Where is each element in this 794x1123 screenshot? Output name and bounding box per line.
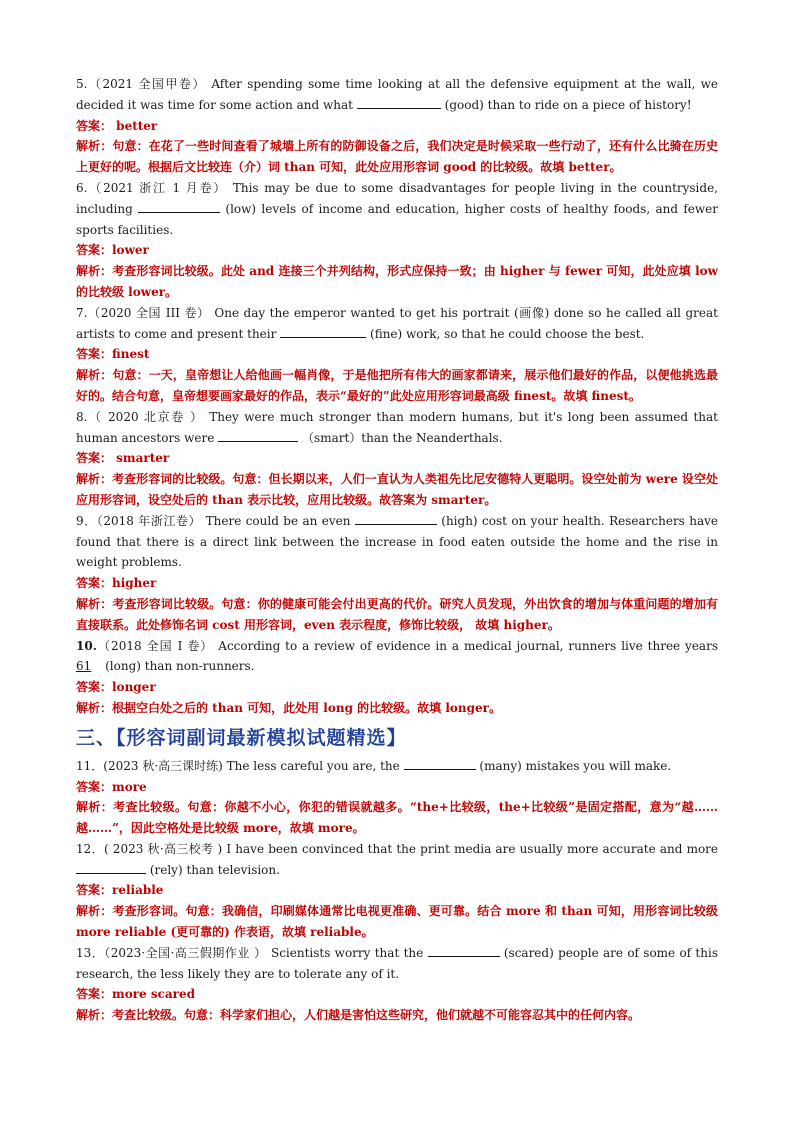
question-number: 6. [76,180,88,195]
question-text: (fine) work, so that he could choose the best. [370,326,645,341]
explanation-8: 解析：考查形容词的比较级。句意：但长期以来，人们一直认为人类祖先比尼安德特人更聪明。设空处前为 were 设空处应用形容词，设空处后的 than 表示比较，应用比较级。故答案为 smarter。 [76,472,718,507]
explanation-7: 解析：句意：一天，皇帝想让人给他画一幅肖像，于是他把所有伟大的画家都请来，展示他们最好的作品，以便他挑选最好的。结合句意，皇帝想要画家最好的作品，表示“最好的”此处应用形容词最高级 finest。故填 finest。 [76,368,718,403]
question-10 [76,636,718,678]
question-number: 11． [76,758,104,773]
question-number: 9． [76,513,97,528]
answer-blank [428,944,500,957]
question-source: （2023·全国·高三假期作业 ） [104,945,267,960]
answer-6: 答案：lower [76,243,149,258]
explanation-5: 解析：句意：在花了一些时间查看了城墙上所有的防御设备之后，我们决定是时候采取一些行动了，还有什么比骑在历史上更好的呢。根据后文比较连（介）词 than 可知，此处应用形容词 good 的比较级。故填 better。 [76,139,718,175]
question-text: The less careful you are, the [226,758,400,773]
section-heading: 三、【形容词副词最新模拟试题精选】 [76,726,407,749]
answer-blank [280,325,366,338]
question-text: (scared) people are of some of this research, the less likely they are to tolerate any of it. [76,945,718,981]
explanation-11: 解析：考查比较级。句意：你越不小心，你犯的错误就越多。“the+比较级，the+比较级”是固定搭配，意为“越……越……”，因此空格处是比较级 more，故填 more。 [76,800,719,836]
question-text: (long) than non-runners. [105,659,255,674]
question-text: (many) mistakes you will make. [479,758,672,773]
answer-10: 答案：longer [76,680,156,695]
question-text: After spending some time looking at all the defensive equipment at the wall, we decided it was time for some action and what [76,77,718,112]
question-text: I have been convinced that the print media are usually more accurate and more [226,841,719,856]
document-page [76,74,718,1026]
explanation-12: 解析：考查形容词。句意：我确信，印刷媒体通常比电视更准确、更可靠。结合 more 和 than 可知，用形容词比较级 more reliable (更可靠的) 作表语，故填 reliable。 [76,904,718,940]
answer-7: 答案：finest [76,347,150,362]
question-text: According to a review of evidence in a medical journal, runners live three years [218,638,718,653]
question-source: （2021 全国甲卷） [87,77,206,91]
question-8 [76,407,718,449]
answer-13: 答案：more scared [76,987,196,1002]
question-text: They were much stronger than modern humans, but it's long been assumed that human ancestors were [76,409,718,445]
answer-blank [355,512,437,525]
answer-blank [357,96,441,109]
question-11 [76,756,718,777]
question-12 [76,839,718,881]
question-13 [76,943,718,985]
question-text: One day the emperor wanted to get his portrait (画像) done so he called all great artists to come and present their [76,305,718,341]
explanation-9: 解析：考查形容词比较级。句意：你的健康可能会付出更高的代价。研究人员发现，外出饮食的增加与体重问题的增加有直接联系。此处修饰名词 cost 用形容词，even 表示程度，修饰比较级， 故填 higher。 [76,596,718,632]
question-text: This may be due to some disadvantages for people living in the countryside, including [76,180,718,216]
question-source: （2021 浙江 1 月卷） [87,180,228,195]
question-text: Scientists worry that the [270,945,424,960]
question-number: 13． [76,945,105,960]
question-source: （ 2020 北京卷 ） [87,409,204,424]
answer-blank [404,757,476,770]
question-text: (low) levels of income and education, higher costs of healthy foods, and fewer sports facilities. [76,201,718,237]
question-text: (good) than to ride on a piece of history! [444,97,692,112]
answer-5: 答案： better [76,118,158,133]
question-text: There could be an even [205,513,351,528]
question-number: 12． [76,841,104,856]
question-6 [76,178,718,240]
question-source: (2023 秋·高三课时练) [103,758,223,773]
question-number: 10. [76,638,97,653]
question-number: 5. [76,77,88,91]
question-5 [76,74,718,116]
answer-8: 答案： smarter [76,451,170,466]
explanation-13: 解析：考查比较级。句意：科学家们担心，人们越是害怕这些研究，他们就越不可能容忍其中的任何内容。 [76,1008,641,1023]
question-7 [76,303,718,345]
answer-12: 答案：reliable [76,883,164,898]
answer-blank [76,861,146,874]
question-text: (rely) than television. [149,862,280,877]
answer-9: 答案：higher [76,576,157,591]
answer-blank [218,429,298,442]
question-source: （2018 全国 I 卷） [96,638,214,653]
question-text: （smart）than the Neanderthals. [302,430,503,445]
answer-11: 答案：more [76,779,147,794]
answer-blank [138,200,220,213]
question-number: 8. [76,409,88,424]
question-number: 7. [76,305,88,320]
question-source: ( 2023 秋·高三校考 ) [103,841,223,856]
question-source: （2020 全国 III 卷） [87,305,210,320]
question-text: (high) cost on your health. Researchers have found that there is a direct link between the increase in food eaten outside the home and the rise in weight problems. [76,513,719,570]
question-9 [76,511,718,573]
explanation-6: 解析：考查形容词比较级。此处 and 连接三个并列结构，形式应保持一致；由 higher 与 fewer 可知，此处应填 low 的比较级 lower。 [76,264,718,299]
explanation-10: 解析：根据空白处之后的 than 可知，此处用 long 的比较级。故填 longer。 [76,700,501,715]
answer-blank-number: 61 [76,659,92,674]
question-source: （2018 年浙江卷） [96,513,202,528]
